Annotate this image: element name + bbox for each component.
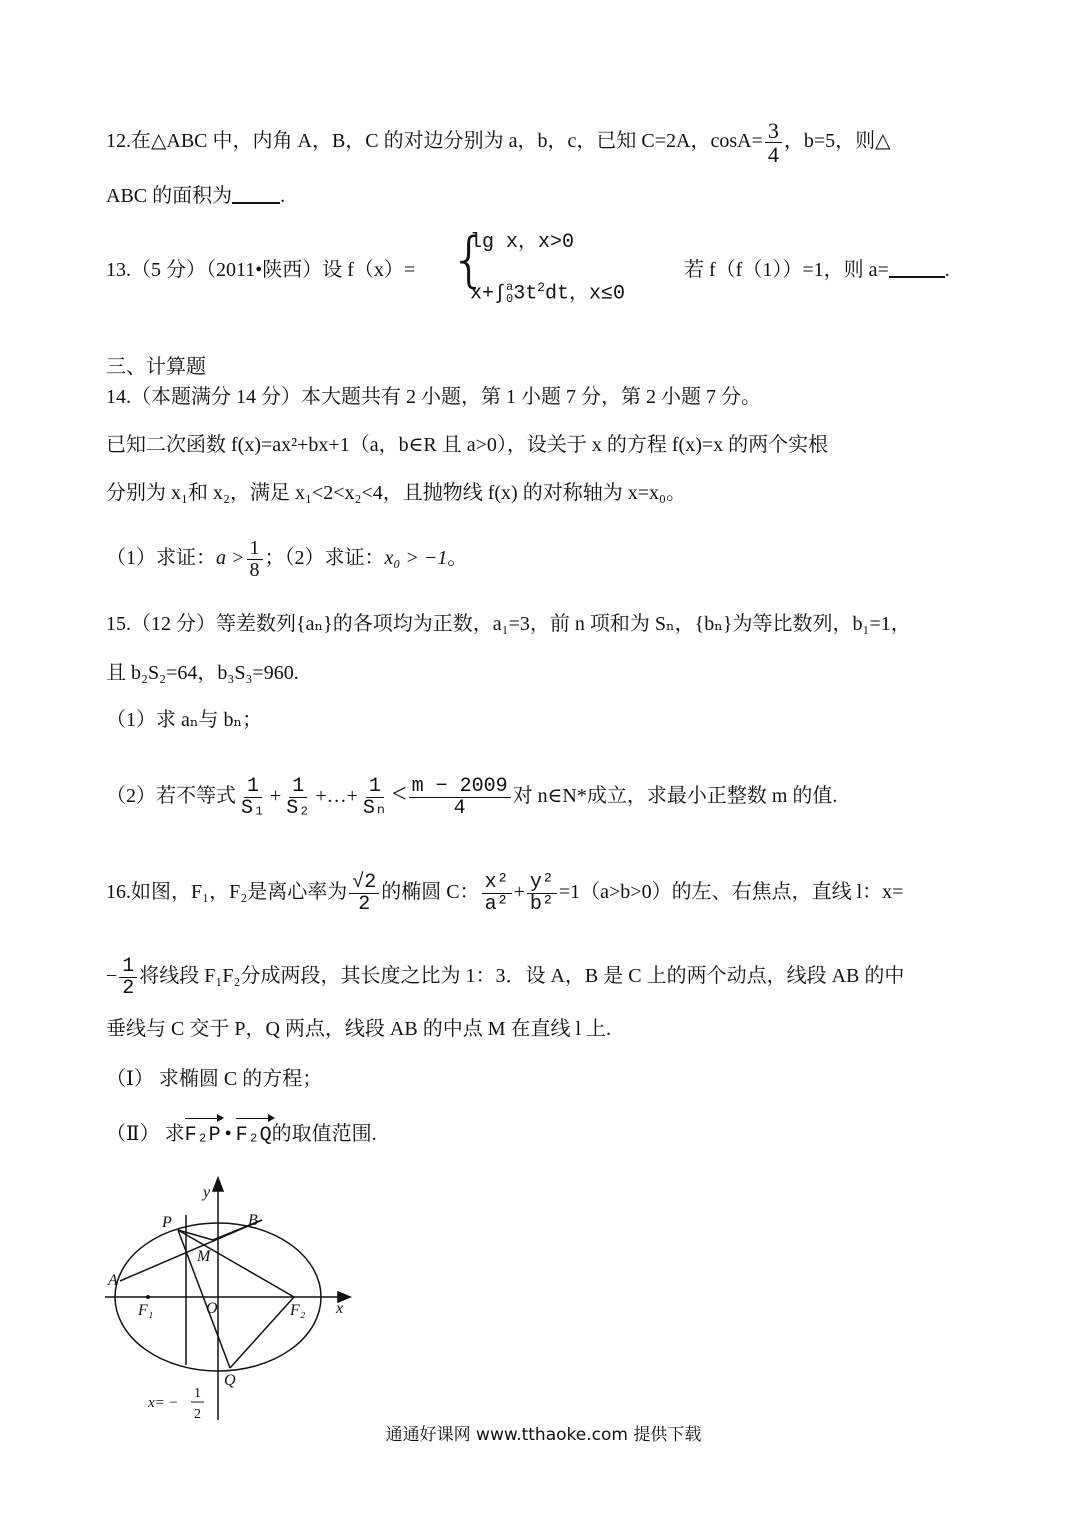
frac-num: 1: [244, 776, 262, 798]
focus-f1-point: [146, 1295, 150, 1299]
case2-sup: 2: [537, 280, 546, 295]
q16-line2: [106, 956, 904, 999]
plus-sign: +: [513, 881, 525, 904]
segment-qf2: [230, 1297, 294, 1368]
q13-case2: [470, 274, 625, 309]
y-term-fraction: [527, 872, 557, 915]
q12-line1: [106, 119, 891, 166]
label-line-num: 1: [194, 1386, 201, 1401]
label-m: M: [197, 1248, 211, 1265]
frac-num: √2: [349, 872, 379, 894]
frac-den: 8: [249, 559, 260, 581]
q16-part1: [106, 1065, 322, 1093]
q16-line2-b: 将线段 F₁F₂分成两段，其长度之比为 1：3．设 A，B 是 C 上的两个动点，线段 AB 的中: [139, 965, 905, 988]
label-b: B: [248, 1212, 258, 1229]
frac-num: 1: [247, 538, 263, 560]
q16-line1: [106, 872, 903, 915]
case2-a: x+∫: [470, 282, 507, 306]
q14-part-b: ；（2）求证：: [264, 547, 385, 570]
q13-suffix: [684, 256, 950, 284]
q16-line1-c: =1（a>b>0）的左、右焦点，直线 l：x=: [558, 881, 904, 904]
frac-den: 2: [122, 977, 135, 1000]
frac-den: 4: [767, 142, 779, 168]
q14-line1-text: 已知二次函数 f(x)=ax²+bx+1（a，b∈R 且 a>0），设关于 x 的方程 f(x)=x 的两个实根: [106, 434, 829, 456]
q14-header-text: 14.（本题满分 14 分）本大题共有 2 小题，第 1 小题 7 分，第 2 小题 7 分。: [106, 386, 761, 408]
term1-fraction: [238, 776, 268, 819]
q12-text-c: ABC 的面积为: [106, 185, 233, 207]
frac-den: a²: [484, 893, 509, 916]
term2-fraction: [283, 776, 313, 819]
q16-line3-text: 垂线与 C 交于 P，Q 两点，线段 AB 的中点 M 在直线 l 上.: [106, 1018, 612, 1040]
frac-num: m − 2009: [409, 776, 511, 798]
q14-part-b-expr: x₀ > −1: [384, 547, 448, 570]
minus-sign: −: [106, 965, 118, 988]
q14-header: [106, 383, 761, 411]
frac-num: 1: [119, 956, 137, 978]
q13-case1: [470, 229, 574, 257]
answer-blank: [889, 258, 945, 278]
q14-part-a: （1）求证：: [106, 547, 216, 570]
frac-den: b²: [529, 893, 554, 916]
q14-part-a-lhs: a >: [216, 547, 245, 570]
frac-den: S₂: [286, 797, 311, 820]
frac-den: S₁: [241, 797, 266, 820]
frac-num: x²: [482, 872, 512, 894]
q16-line1-a: 16.如图，F₁，F₂是离心率为: [106, 881, 348, 904]
dot-product-sign: •: [224, 1123, 232, 1145]
segment-pf2: [178, 1230, 294, 1297]
integral-lower: 0: [506, 292, 514, 307]
half-fraction: [119, 956, 137, 999]
vector-f2p: F₂P: [185, 1116, 221, 1150]
frac-den: 2: [358, 893, 371, 916]
label-y: y: [203, 1184, 211, 1201]
label-f1: F₁: [138, 1302, 154, 1319]
label-line-eq: x= −: [148, 1395, 179, 1411]
cosA-fraction: [765, 119, 782, 166]
q14-parts: [106, 538, 467, 581]
q15-part2-a: （2）若不等式: [106, 785, 236, 808]
label-o: O: [206, 1300, 218, 1317]
q13-prefix-text: 13.（5 分）（2011•陕西）设 f（x）=: [106, 259, 416, 281]
case2-c: dt，x≤0: [545, 282, 626, 306]
frac-num: y²: [527, 872, 557, 894]
label-p: P: [162, 1214, 172, 1231]
y-axis-arrow: [213, 1178, 223, 1191]
q15-part1: [106, 706, 262, 734]
q12-line2: [106, 182, 285, 210]
q15-part2-b: 对 n∈N*成立，求最小正整数 m 的值.: [512, 785, 838, 808]
case1-text: lg x，x>0: [470, 231, 575, 254]
q12-end: .: [280, 185, 286, 207]
label-f2: F₂: [290, 1302, 306, 1319]
rhs-fraction: [409, 776, 511, 819]
q16-line3: [106, 1015, 611, 1043]
frac-num: 3: [765, 119, 782, 143]
q15-part2: [106, 776, 837, 819]
vector-f2q: F₂Q: [236, 1116, 272, 1150]
x-term-fraction: [482, 872, 512, 915]
section-title-text: 三、计算题: [106, 356, 206, 378]
frac-num: 1: [289, 776, 307, 798]
q13-suffix-text: 若 f（f（1））=1，则 a=: [684, 259, 889, 281]
label-line-den: 2: [194, 1407, 201, 1422]
q14-line2: [106, 479, 686, 507]
q15-line1: [106, 610, 911, 638]
q13-end: .: [944, 259, 950, 281]
q15-line1-text: 15.（12 分）等差数列{aₙ}的各项均为正数，a₁=3，前 n 项和为 Sₙ，{bₙ}为等比数列，b₁=1，: [106, 613, 911, 635]
q14-line2-text: 分别为 x₁和 x₂，满足 x₁<2<x₂<4，且抛物线 f(x) 的对称轴为 x=x₀。: [106, 482, 686, 504]
ellipsis: +…+: [315, 785, 358, 808]
frac-den: 4: [453, 797, 466, 820]
q15-part1-text: （1）求 aₙ与 bₙ；: [106, 709, 263, 731]
q16-part1-text: （Ⅰ） 求椭圆 C 的方程；: [106, 1068, 323, 1090]
frac-den: Sₙ: [362, 797, 387, 820]
q14-part-end: 。: [447, 547, 468, 570]
section-title: [106, 353, 206, 381]
less-than: <: [391, 779, 407, 809]
q16-part2-b: 的取值范围.: [271, 1123, 377, 1145]
frac-num: 1: [366, 776, 384, 798]
q15-line2: [106, 659, 299, 687]
footer-text: 通通好课网 www.tthaoke.com 提供下载: [385, 1425, 702, 1445]
piecewise-brace: {: [450, 225, 489, 295]
q13-prefix: [106, 256, 415, 284]
q16-line1-b: 的椭圆 C：: [381, 881, 480, 904]
answer-blank: [232, 184, 280, 204]
plus-sign: +: [270, 785, 282, 808]
q14-line1: [106, 431, 828, 459]
q16-part2: [106, 1116, 377, 1150]
eccentricity-fraction: [349, 872, 379, 915]
q15-line2-text: 且 b₂S₂=64，b₃S₃=960.: [106, 662, 299, 684]
q12-text-b: ，b=5，则△: [783, 130, 891, 153]
footer: [0, 1420, 1087, 1445]
case2-b: 3t: [513, 282, 538, 306]
q12-text-a: 12.在△ABC 中，内角 A，B，C 的对边分别为 a，b，c，已知 C=2A，cosA=: [106, 130, 763, 153]
q16-part2-a: （Ⅱ） 求: [106, 1123, 185, 1145]
label-x: x: [336, 1300, 344, 1317]
termn-fraction: [360, 776, 390, 819]
segment-pm: [178, 1230, 213, 1240]
integral-upper: a: [506, 280, 514, 295]
label-a: A: [108, 1272, 118, 1289]
q14-fraction: [247, 538, 263, 581]
ellipse-figure: [100, 1175, 380, 1425]
label-q: Q: [224, 1372, 236, 1389]
